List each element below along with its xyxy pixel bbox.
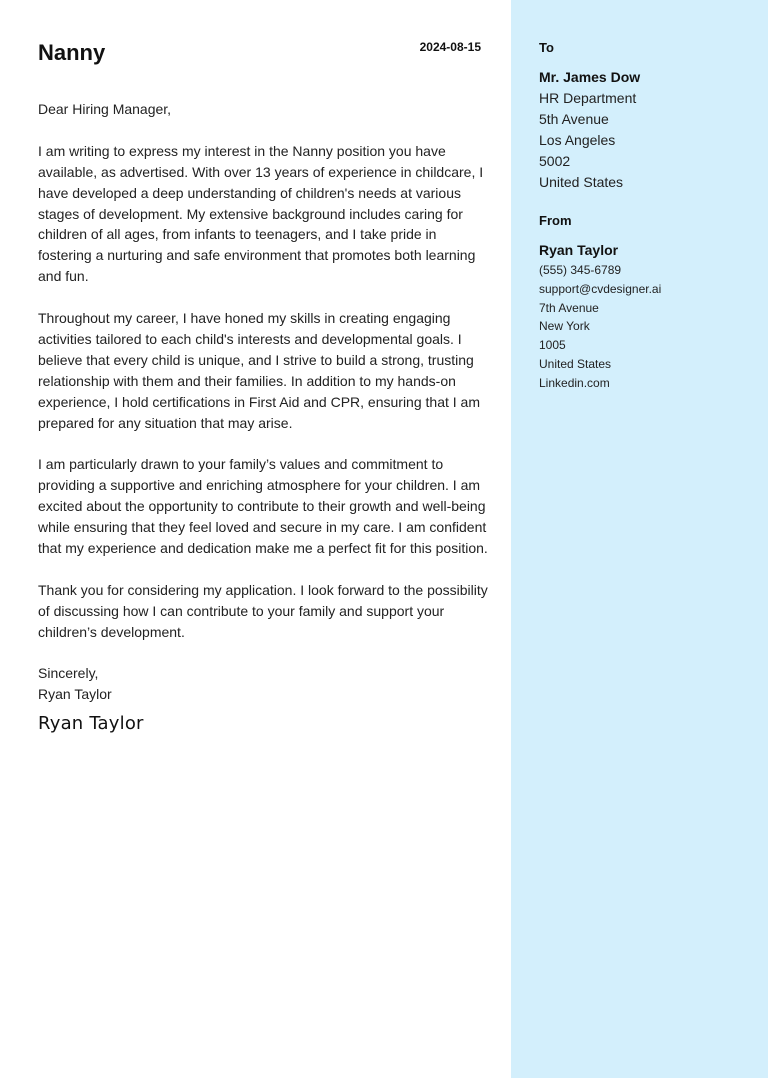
sender-city: New York: [539, 319, 590, 334]
letter-closing-name: Ryan Taylor: [38, 686, 112, 703]
recipient-zip: 5002: [539, 152, 571, 169]
sender-block: [539, 240, 661, 393]
from-label: From: [539, 213, 572, 228]
sender-website: Linkedin.com: [539, 375, 610, 390]
sender-email: support@cvdesigner.ai: [539, 281, 662, 296]
letter-title: Nanny: [38, 40, 106, 65]
recipient-city: Los Angeles: [539, 131, 616, 148]
recipient-name: Mr. James Dow: [539, 69, 641, 85]
letter-paragraph-3: I am particularly drawn to your family’s values and commitment to providing a supportive and enriching atmosphere for your children. I am excited about the opportunity to contribute to their growth and well-being while ensuring that they feel loved and secure in my care. I am confident that my experience and dedication make me a perfect fit for this position.: [38, 456, 488, 556]
recipient-country: United States: [539, 173, 624, 190]
recipient-street: 5th Avenue: [539, 110, 609, 127]
to-label: To: [539, 40, 554, 55]
recipient-block: [539, 67, 640, 192]
sender-phone: (555) 345-6789: [539, 263, 622, 277]
letter-paragraph-2: Throughout my career, I have honed my skills in creating engaging activities tailored to each child's interests and developmental goals. I believe that every child is unique, and I strive to build a strong, trusting relationship with them and their families. In addition to my hands-on experience, I hold certifications in First Aid and CPR, ensuring that I am prepared for any situation that may arise.: [38, 310, 480, 431]
letter-body: [38, 99, 488, 735]
letter-closing: Sincerely,: [38, 665, 99, 682]
letter-paragraph-4: Thank you for considering my application. I look forward to the possibility of discussing how I can contribute to your family and support your children’s development.: [38, 581, 488, 640]
letter-date: 2024-08-15: [419, 40, 481, 54]
sender-country: United States: [539, 356, 612, 371]
letter-greeting: Dear Hiring Manager,: [38, 101, 172, 117]
sender-zip: 1005: [539, 338, 566, 353]
sender-street: 7th Avenue: [539, 300, 599, 315]
recipient-department: HR Department: [539, 89, 637, 106]
signature: Ryan Taylor: [38, 713, 144, 735]
letter-paragraph-1: I am writing to express my interest in the Nanny position you have available, as advertised. With over 13 years of experience in childcare, I have developed a deep understanding of children's needs at various stages of development. My extensive background includes caring for children of all ages, from infants to teenagers, and I take pride in fostering a nurturing and safe environment that promotes both learning and fun.: [38, 142, 484, 285]
sender-name: Ryan Taylor: [539, 242, 619, 258]
